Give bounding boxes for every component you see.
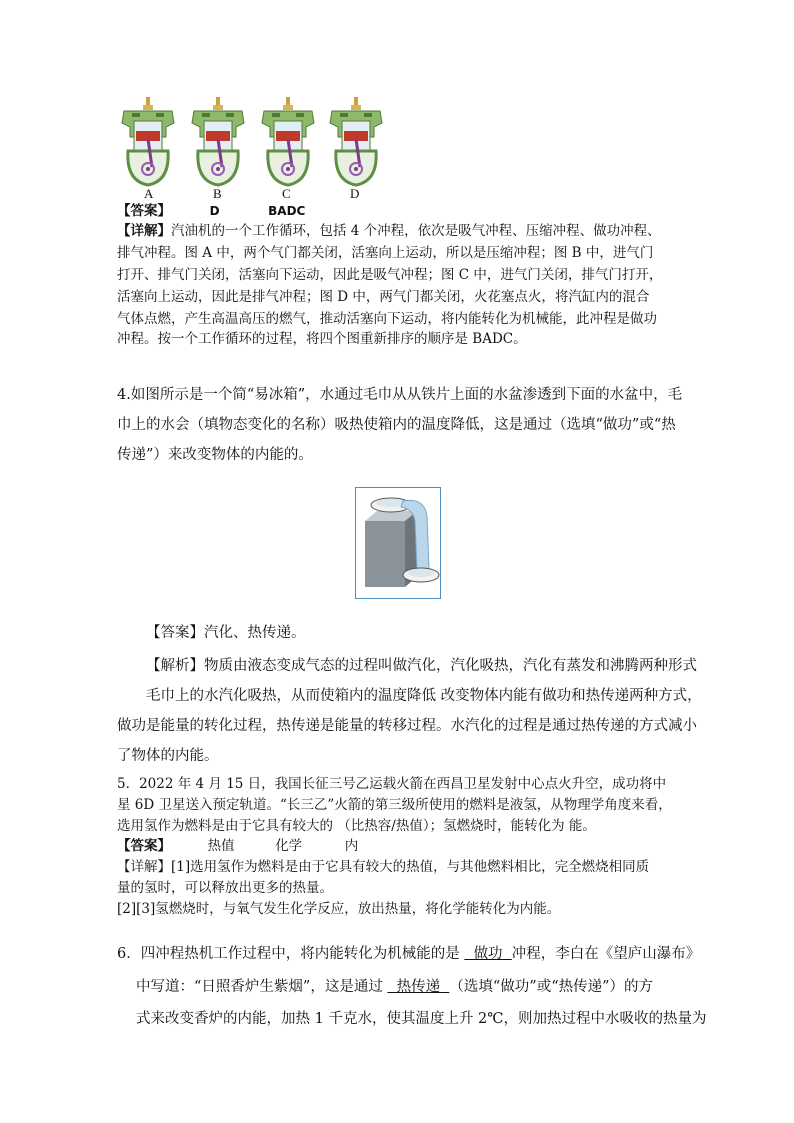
q5-question-line-1: 5．2022 年 4 月 15 日，我国长征三号乙运载火箭在西昌卫星发射中心点火升空，成功将中 [117,776,667,792]
answer-tag: 【答案】 [117,203,171,219]
q6-question-line-3: 式来改变香炉的内能，加热 1 千克水，使其温度上升 2℃，则加热过程中水吸收的热量为 [136,1011,707,1027]
engine-label-b: B [213,186,222,201]
engine-strokes-figure [118,97,388,205]
q6-text-2a: 中写道：“日照香炉生紫烟”，这是通过 [136,979,383,995]
detail-tag: 【详解】 [117,223,171,239]
q4-analysis-line-1: 【解析】物质由液态变成气态的过程叫做汽化，汽化吸热，汽化有蒸发和沸腾两种形式 [146,658,697,674]
q6-blank-2-value: 热传递 [396,979,441,995]
q5-detail-line-2: 量的氢时，可以释放出更多的热量。 [117,880,333,896]
q5-question-line-3: 选用氢作为燃料是由于它具有较大的 （比热容/热值）；氢燃烧时，能转化为 能。 [117,818,596,834]
simple-fridge-figure [355,487,441,599]
q6-text-1a: 6．四冲程热机工作过程中，将内能转化为机械能的是 [117,946,460,962]
q4-question-line-3: 传递”）来改变物体的内能的。 [117,447,313,463]
answer-tag: 【答案】 [117,838,171,854]
q3-answer-2: BADC [268,204,306,218]
q3-detail-line-1 [117,221,661,241]
engine-c-diagram [262,97,314,185]
q3-detail-line-4: 活塞向上运动，因此是排气冲程；图 D 中，两气门都关闭，火花塞点火，将汽缸内的混合 [117,289,650,305]
q3-answer-1: D [209,204,220,218]
q6-blank-1-value: 做功 [473,946,503,962]
q4-analysis-line-4: 了物体的内能。 [117,748,219,764]
q4-question-line-1: 4.如图所示是一个简“易冰箱”，水通过毛巾从从铁片上面的水盆渗透到下面的水盆中，毛 [117,387,683,403]
q3-detail-line-5: 气体点燃，产生高温高压的燃气，推动活塞向下运动，将内能转化为机械能，此冲程是做功 [117,311,657,327]
q3-answer-line [117,201,305,221]
engine-a-diagram [122,97,174,185]
engine-label-a: A [144,186,154,201]
q4-analysis-line-2: 毛巾上的水汽化吸热，从而使箱内的温度降低 改变物体内能有做功和热传递两种方式， [146,688,702,704]
engine-label-c: C [282,186,291,201]
q3-detail-line-3: 打开、排气门关闭，活塞向下运动，因此是吸气冲程；图 C 中，进气门关闭，排气门打开， [117,267,663,283]
q4-analysis-line-3: 做功是能量的转化过程，热传递是能量的转移过程。水汽化的过程是通过热传递的方式减小 [117,718,697,734]
q6-text-2b: （选填“做功”或“热传递”）的方 [449,979,654,995]
q5-detail-line-3: [2][3]氢燃烧时，与氧气发生化学反应，放出热量，将化学能转化为内能。 [117,901,561,917]
q5-answer-3: 内 [344,838,359,854]
q3-detail-line-2: 排气冲程。图 A 中，两个气门都关闭，活塞向上运动，所以是压缩冲程；图 B 中，进气门 [117,245,654,261]
q5-question-line-2: 星 6D 卫星送入预定轨道。“长三乙”火箭的第三级所使用的燃料是液氢，从物理学角度来看， [117,797,672,813]
q5-detail-line-1: 【详解】[1]选用氢作为燃料是由于它具有较大的热值，与其他燃料相比，完全燃烧相同质 [117,859,650,875]
q4-answer: 【答案】汽化、热传递。 [146,625,306,641]
q3-detail-text-1: 汽油机的一个工作循环，包括 4 个冲程，依次是吸气冲程、压缩冲程、做功冲程、 [171,223,661,239]
q5-answer-2: 化学 [275,838,303,854]
engine-d-diagram [330,97,382,185]
q6-question-line-2 [136,976,653,998]
q5-answer-line [117,836,358,856]
q5-answer-1: 热值 [207,838,235,854]
engine-b-diagram [192,97,244,185]
q6-text-1b: 冲程，李白在《望庐山瀑布》 [511,946,701,962]
q6-blank-1 [464,946,511,962]
q6-question-line-1 [117,943,700,965]
engine-label-d: D [350,186,360,201]
q3-detail-line-6: 冲程。按一个工作循环的过程，将四个图重新排序的顺序是 BADC。 [117,331,527,347]
q4-question-line-2: 巾上的水会（填物态变化的名称）吸热使箱内的温度降低，这是通过（选填“做功”或“热 [117,417,676,433]
q6-blank-2 [387,979,449,995]
